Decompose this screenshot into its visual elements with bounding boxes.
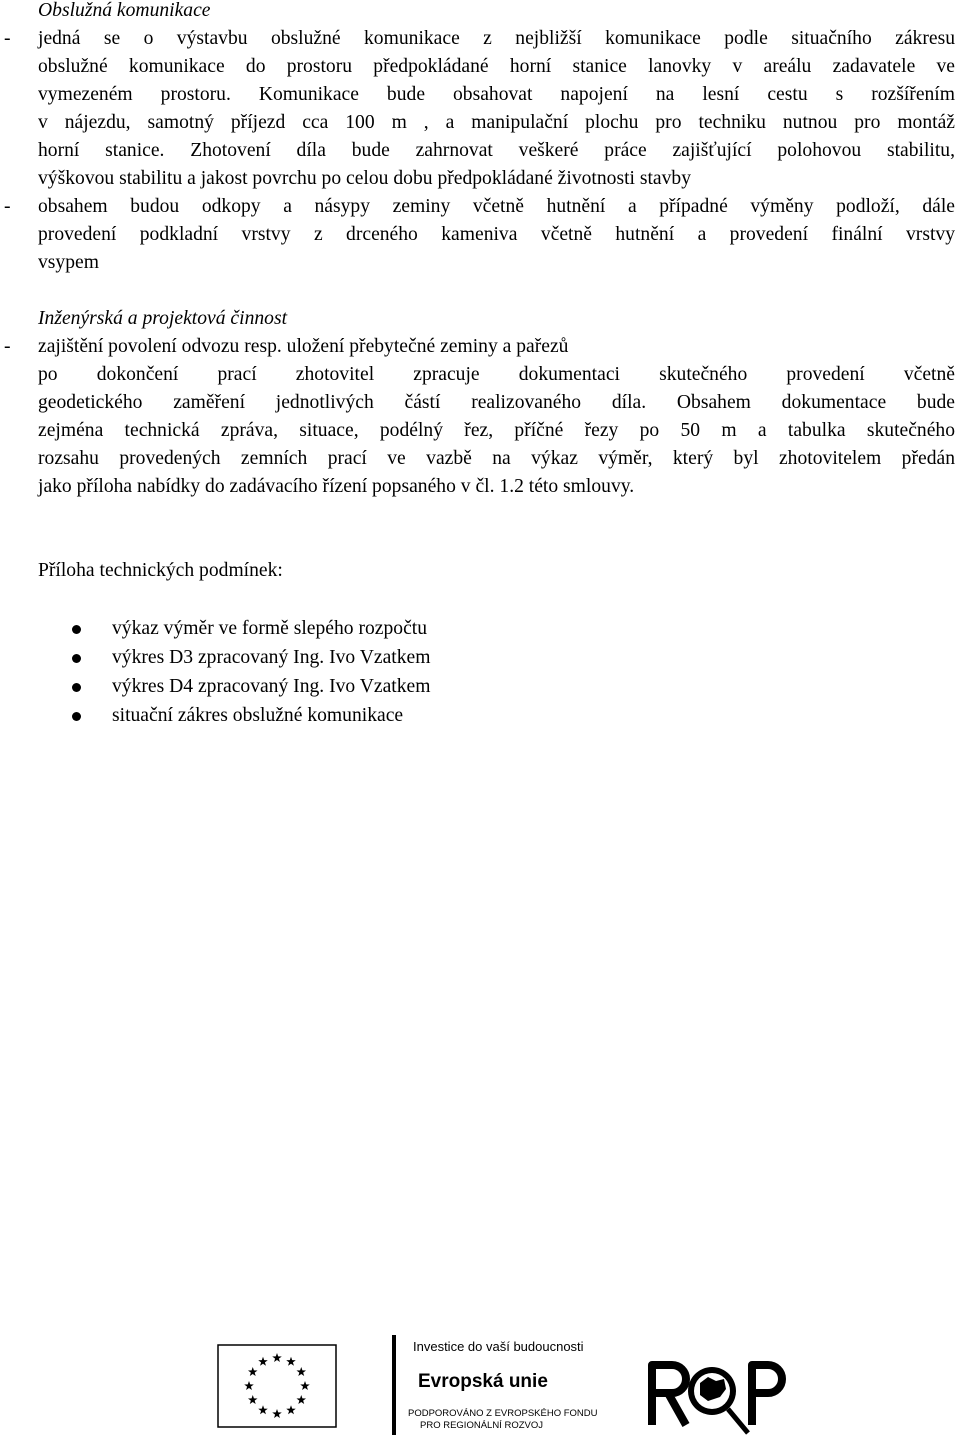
paragraph-line: horní stanice. Zhotovení díla bude zahrnovat veškeré práce zajišťující polohovou stabilitu, — [38, 140, 955, 161]
paragraph-line: jako příloha nabídky do zadávacího řízení popsaného v čl. 1.2 této smlouvy. — [38, 476, 635, 497]
slogan-text: Investice do vaší budoucnosti — [413, 1339, 584, 1354]
paragraph-line: jedná se o výstavbu obslužné komunikace z nejbližší komunikace podle situačního zákresu — [38, 28, 955, 49]
eu-star-icon — [286, 1357, 296, 1366]
eu-star-icon — [272, 1353, 282, 1362]
dash-marker: - — [4, 336, 11, 357]
section-heading-obsluzna-komunikace: Obslužná komunikace — [38, 0, 211, 21]
bullet-icon — [72, 683, 81, 692]
footer-logo-strip — [0, 1325, 960, 1442]
eu-star-icon — [248, 1367, 258, 1376]
section-heading-inzenyrska-cinnost: Inženýrská a projektová činnost — [38, 308, 288, 329]
dash-marker: - — [4, 28, 11, 49]
paragraph-line: výškovou stabilitu a jakost povrchu po celou dobu předpokládané životnosti stavby — [38, 168, 692, 189]
bullet-icon — [72, 625, 81, 634]
paragraph-line: provedení podkladní vrstvy z drceného kameniva včetně hutnění a provedení finální vrstvy — [38, 224, 955, 245]
footer-logos — [0, 1325, 960, 1442]
fund-text-line2: PRO REGIONÁLNÍ ROZVOJ — [420, 1420, 543, 1431]
attachments-heading: Příloha technických podmínek: — [38, 560, 283, 581]
paragraph-line: vsypem — [38, 252, 99, 273]
list-item: výkres D4 zpracovaný Ing. Ivo Vzatkem — [112, 676, 431, 697]
eu-star-icon — [272, 1409, 282, 1418]
paragraph-line: obslužné komunikace do prostoru předpokládané horní stanice lanovky v areálu zadavatele ve — [38, 56, 955, 77]
paragraph-line: zejména technická zpráva, situace, podélný řez, příčné řezy po 50 m a tabulka skutečného — [38, 420, 955, 441]
list-item: výkres D3 zpracovaný Ing. Ivo Vzatkem — [112, 647, 431, 668]
paragraph-line: vymezeném prostoru. Komunikace bude obsahovat napojení na lesní cestu s rozšířením — [38, 84, 955, 105]
eu-star-icon — [248, 1395, 258, 1404]
fund-text-line1: PODPOROVÁNO Z EVROPSKÉHO FONDU — [408, 1408, 598, 1419]
dash-marker: - — [4, 196, 11, 217]
list-item: situační zákres obslužné komunikace — [112, 705, 404, 726]
paragraph-line: v nájezdu, samotný příjezd cca 100 m , a manipulační plochu pro techniku nutnou pro montáž — [38, 112, 955, 133]
eu-name-text: Evropská unie — [418, 1371, 548, 1392]
eu-star-icon — [300, 1381, 310, 1390]
eu-star-icon — [258, 1357, 268, 1366]
paragraph-line: rozsahu provedených zemních prací ve vazbě na výkaz výměr, který byl zhotovitelem předán — [38, 448, 955, 469]
bullet-icon — [72, 712, 81, 721]
eu-star-icon — [286, 1405, 296, 1414]
paragraph-line: obsahem budou odkopy a násypy zeminy včetně hutnění a případné výměny podloží, dále — [38, 196, 955, 217]
rop-magnifier-icon — [688, 1367, 748, 1433]
eu-stars-icon — [244, 1353, 310, 1418]
eu-star-icon — [296, 1395, 306, 1404]
divider — [392, 1335, 396, 1435]
bullet-icon — [72, 654, 81, 663]
eu-star-icon — [258, 1405, 268, 1414]
paragraph-line: geodetického zaměření jednotlivých částí realizovaného díla. Obsahem dokumentace bude — [38, 392, 955, 413]
eu-star-icon — [244, 1381, 254, 1390]
list-item: výkaz výměr ve formě slepého rozpočtu — [112, 618, 428, 639]
paragraph-line: zajištění povolení odvozu resp. uložení přebytečné zeminy a pařezů — [38, 336, 569, 357]
eu-star-icon — [296, 1367, 306, 1376]
paragraph-line: po dokončení prací zhotovitel zpracuje dokumentaci skutečného provedení včetně — [38, 364, 955, 385]
